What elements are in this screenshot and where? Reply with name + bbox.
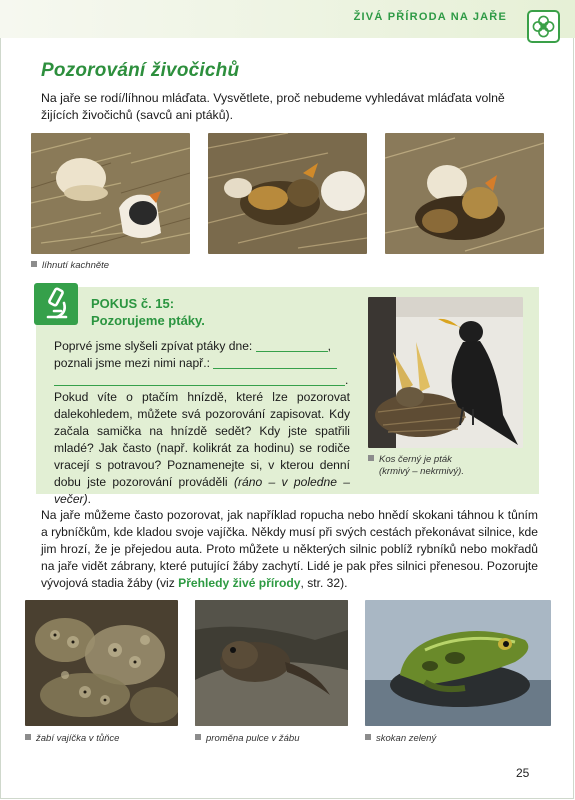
experiment-body — [54, 389, 350, 508]
experiment-body-italic: (ráno – v poledne – večer) — [54, 475, 350, 506]
recognized-birds-label: poznali jsme mezi nimi např.: — [54, 356, 210, 370]
frog-photo-eggs — [25, 600, 178, 726]
experiment-body-text: Pokud víte o ptačím hnízdě, které lze pozorovat dalekohledem, můžete svá pozorování zapisovat. Kdy začala samička na hnízdě sedět? Kdy jste spatřili mladé? Jak často (např. kolikrát za hodinu) se rodiče vracejí s potravou? Poznamenejte si, v kterou denní dobu jste pozorování prováděli — [54, 390, 350, 489]
frog-caption-2 — [195, 733, 299, 745]
section-title: ŽIVÁ PŘÍRODA NA JAŘE — [353, 11, 507, 23]
line3-period: . — [345, 373, 349, 387]
microscope-icon — [34, 283, 78, 325]
frog-caption-1-text: žabí vajíčka v tůňce — [36, 733, 120, 744]
frog-caption-1 — [25, 733, 119, 745]
frog-paragraph-text: Na jaře můžeme často pozorovat, jak například ropucha nebo hnědí skokani táhnou k tůním a rybníčkům, kde kladou svoje vajíčka. Někdy musí při svých cestách překonávat silnice, kde jim hrozí, že je přejedou auta. Proto můžete u některých silnic poblíž rybníků nebo mokřadů na jaře vidět zábrany, které putující žáby zachytí. Lidé je pak přes silnici přenesou. Pozorujte vývojová stadia žáby (viz — [41, 508, 538, 590]
fill-line-1 — [54, 338, 350, 355]
hatching-caption-text: líhnutí kachněte — [42, 260, 110, 271]
experiment-text — [54, 338, 350, 508]
frog-paragraph-end: , str. 32). — [300, 576, 348, 590]
blackbird-caption — [368, 454, 518, 478]
fill-line-2 — [54, 355, 350, 372]
caption-bullet — [368, 455, 374, 461]
caption-bullet — [25, 734, 31, 740]
experiment-title — [91, 295, 205, 329]
blackbird-caption-line-2: (krmivý – nekrmivý). — [379, 466, 464, 477]
first-song-label: Poprvé jsme slyšeli zpívat ptáky dne: — [54, 339, 253, 353]
hatching-caption — [31, 260, 109, 272]
frog-caption-3 — [365, 733, 436, 745]
hatching-photo-2 — [208, 133, 367, 254]
caption-bullet — [365, 734, 371, 740]
page-number: 25 — [516, 766, 530, 780]
fill-line-3 — [54, 372, 350, 389]
recognized-birds-field-2[interactable] — [54, 373, 345, 386]
blackbird-caption-text-1: Kos černý je pták — [379, 454, 452, 465]
recognized-birds-field[interactable] — [213, 356, 337, 369]
experiment-name: Pozorujeme ptáky. — [91, 313, 205, 328]
line1-comma: , — [327, 339, 332, 353]
intro-text: Na jaře se rodí/líhnou mláďata. Vysvětlete, proč nebudeme vyhledávat mláďata volně žijících živočichů (savců ani ptáků). — [41, 91, 505, 122]
hatching-photo-1 — [31, 133, 190, 254]
blackbird-caption-line-1 — [368, 454, 518, 466]
frog-photo-tadpole — [195, 600, 348, 726]
page-title: Pozorování živočichů — [41, 60, 240, 81]
hatching-photo-3 — [385, 133, 544, 254]
caption-bullet — [195, 734, 201, 740]
frog-photo-green — [365, 600, 551, 726]
frog-caption-2-text: proměna pulce v žábu — [206, 733, 300, 744]
first-song-date-field[interactable] — [256, 339, 328, 352]
frog-paragraph — [41, 507, 538, 592]
experiment-number: POKUS č. 15: — [91, 296, 175, 311]
flower-icon — [527, 10, 560, 43]
overview-reference: Přehledy živé přírody — [178, 576, 301, 590]
blackbird-photo — [368, 297, 523, 448]
caption-bullet — [31, 261, 37, 267]
experiment-body-end: . — [87, 492, 91, 506]
frog-caption-3-text: skokan zelený — [376, 733, 437, 744]
